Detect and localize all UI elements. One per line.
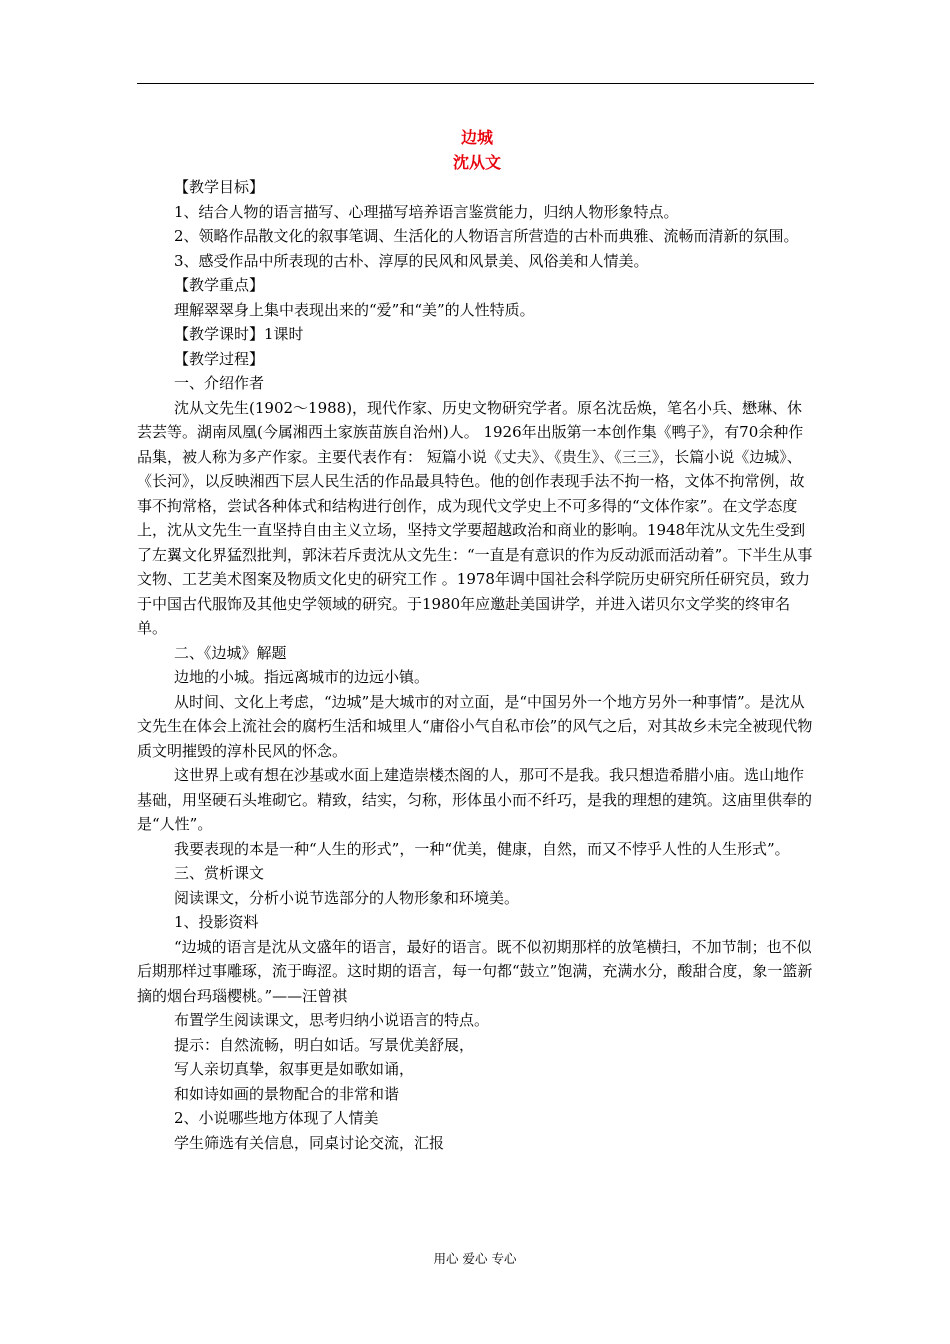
- paragraph: 三、赏析课文: [174, 864, 265, 882]
- paragraph: 2、领略作品散文化的叙事笔调、生活化的人物语言所营造的古朴而典雅、流畅而清新的氛围。: [174, 227, 799, 245]
- paragraph: 布置学生阅读课文，思考归纳小说语言的特点。: [174, 1011, 490, 1029]
- paragraph: 这世界上或有想在沙基或水面上建造崇楼杰阁的人，那可不是我。我只想造希腊小庙。选山地作基础，用坚硬石头堆砌它。精致，结实，匀称，形体虽小而不纤巧，是我的理想的建筑。这庙里供奉的是“人性”。: [137, 766, 813, 833]
- paragraph: 写人亲切真挚，叙事更是如歌如诵，: [174, 1060, 415, 1078]
- document-title: 边城: [460, 128, 493, 147]
- paragraph: 【教学重点】: [174, 276, 265, 294]
- paragraph: 沈从文先生(1902～1988)，现代作家、历史文物研究学者。原名沈岳焕，笔名小兵、懋琳、休芸芸等。湖南凤凰(今属湘西土家族苗族自治州)人。 1926年出版第一本创作集《鸭子》，有70余种作品集，被人称为多产作家。主要代表作有： 短篇小说《丈夫》、《贵生》、《三三》，长篇小说《边城》、《长河》，以反映湘西下层人民生活的作品最具特色。他的创作表现手法不拘一格，文体不拘常例，故事不拘常格，尝试各种体式和结构进行创作，成为现代文学史上不可多得的“文体作家”。在文学态度上，沈从文先生一直坚持自由主义立场，坚持文学要超越政治和商业的影响。1948年沈从文先生受到了左翼文化界猛烈批判，郭沫若斥责沈从文先生：“一直是有意识的作为反动派而活动着”。下半生从事文物、工艺美术图案及物质文化史的研究工作 。1978年调中国社会科学院历史研究所任研究员，致力于中国古代服饰及其他史学领域的研究。于1980年应邀赴美国讲学，并进入诺贝尔文学奖的终审名单。: [137, 398, 813, 637]
- paragraph: 【教学目标】: [174, 178, 265, 196]
- paragraph: 理解翠翠身上集中表现出来的“爱”和“美”的人性特质。: [174, 300, 535, 319]
- paragraph: 和如诗如画的景物配合的非常和谐: [174, 1084, 400, 1103]
- paragraph: 二、《边城》解题: [174, 643, 287, 662]
- paragraph: 2、小说哪些地方体现了人情美: [174, 1109, 379, 1127]
- paragraph: 3、感受作品中所表现的古朴、淳厚的民风和风景美、风俗美和人情美。: [174, 251, 649, 270]
- paragraph: 从时间、文化上考虑，“边城”是大城市的对立面，是“中国另外一个地方另外一种事情”。是沈从文先生在体会上流社会的腐朽生活和城里人“庸俗小气自私市侩”的风气之后，对其故乡未完全被现代物质文明摧毁的淳朴民风的怀念。: [137, 692, 813, 760]
- document-body: [137, 125, 817, 1155]
- paragraph: 边地的小城。指远离城市的边远小镇。: [174, 668, 430, 686]
- paragraph: 【教学课时】1课时: [174, 325, 304, 343]
- document-author: 沈从文: [452, 153, 501, 172]
- paragraph: 我要表现的本是一种“人生的形式”，一种“优美，健康，自然，而又不悖乎人性的人生形式”。: [174, 839, 790, 858]
- paragraph: 提示：自然流畅，明白如话。写景优美舒展，: [174, 1035, 475, 1054]
- paragraph: 学生筛选有关信息，同桌讨论交流，汇报: [174, 1133, 445, 1152]
- paragraph: 1、结合人物的语言描写、心理描写培养语言鉴赏能力，归纳人物形象特点。: [174, 202, 679, 221]
- paragraph: 【教学过程】: [174, 349, 265, 368]
- header-rule: [137, 83, 814, 84]
- document-sections: [137, 175, 817, 1155]
- paragraph: 1、投影资料: [174, 913, 259, 931]
- page-footer: 用心 爱心 专心: [433, 1251, 517, 1266]
- paragraph: 一、介绍作者: [174, 374, 265, 392]
- paragraph: “边城的语言是沈从文盛年的语言，最好的语言。既不似初期那样的放笔横扫，不加节制；也不似后期那样过事雕琢，流于晦涩。这时期的语言，每一句都“鼓立”饱满，充满水分，酸甜合度，象一篮新摘的烟台玛瑙樱桃。”——汪曾祺: [137, 937, 813, 1005]
- paragraph: 阅读课文，分析小说节选部分的人物形象和环境美。: [174, 888, 520, 907]
